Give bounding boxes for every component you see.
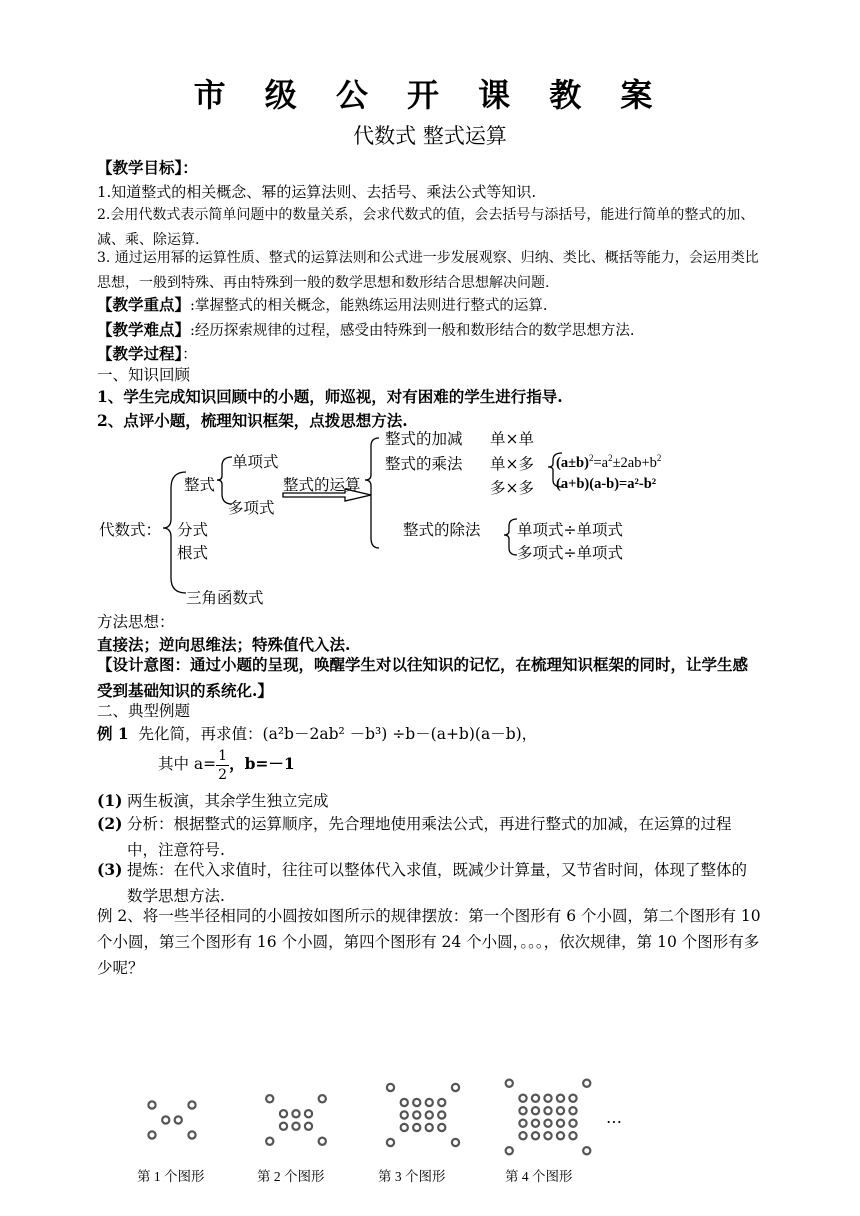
figure-2-circle — [305, 1110, 312, 1117]
key-label: 【教学重点】 — [97, 295, 191, 314]
formula1-part-c: ±2ab+b — [612, 454, 657, 471]
figure-caption-1: 第 1 个图形 — [137, 1169, 205, 1184]
figure-3-circle — [426, 1099, 433, 1106]
condition-suffix: ，b=－1 — [229, 754, 295, 773]
process-colon: ： — [182, 347, 197, 363]
figure-4-circle — [569, 1132, 576, 1139]
figure-4-circle — [557, 1107, 564, 1114]
goal-1: 1.知道整式的相关概念、幂的运算法则、去括号、乘法公式等知识. — [97, 183, 537, 201]
figure-4-circle — [506, 1147, 513, 1154]
figure-2-circle — [292, 1123, 299, 1130]
process-label: 【教学过程】 — [97, 344, 183, 363]
diagram-sanjiao: 三角函数式 — [186, 589, 264, 607]
diagram-genshi: 根式 — [177, 544, 209, 562]
figure-3-circle — [401, 1099, 408, 1106]
step1-number: (1) — [97, 791, 123, 810]
figure-4-circle — [532, 1132, 539, 1139]
diagram-chufa: 整式的除法 — [403, 521, 481, 539]
formula1-sup2: 2 — [608, 453, 613, 463]
formula1-part-b: =a — [593, 454, 609, 471]
figure-4-circle — [569, 1095, 576, 1102]
figure-4-circle — [532, 1107, 539, 1114]
figure-3-circle — [452, 1084, 459, 1091]
figure-1-circle — [175, 1116, 182, 1123]
method-heading: 方法思想： — [97, 613, 175, 631]
diagram-chengfa: 整式的乘法 — [385, 455, 463, 473]
figure-4-circle — [569, 1107, 576, 1114]
step3-number: (3) — [97, 860, 123, 879]
figure-3-circle — [387, 1139, 394, 1146]
formula1-sup3: 2 — [656, 453, 662, 463]
fraction-numerator: 1 — [218, 747, 228, 764]
figure-1-circle — [148, 1101, 155, 1108]
figure-1-circle — [188, 1101, 195, 1108]
figure-3-circle — [413, 1111, 420, 1118]
figure-4-circle — [519, 1107, 526, 1114]
goal-2: 2.会用代数式表示简单问题中的数量关系，会求代数式的值，会去括号与添括号，能进行简单的整式的加、减、乘、除运算. — [97, 207, 755, 248]
figures-ellipsis: … — [606, 1108, 622, 1127]
figure-3-circle — [438, 1124, 445, 1131]
figure-caption-2: 第 2 个图形 — [257, 1169, 325, 1184]
figure-4-circle — [544, 1120, 551, 1127]
figure-2-circle — [305, 1123, 312, 1130]
figure-4-circle — [506, 1080, 513, 1087]
method-text: 直接法；逆向思维法；特殊值代入法. — [97, 635, 351, 654]
condition-prefix: 其中 a= — [158, 755, 217, 773]
figure-1-circle — [148, 1131, 155, 1138]
diagram-dan-x-duo: 单×多 — [490, 455, 534, 473]
figure-1-circle — [162, 1116, 169, 1123]
diagram-fenshi: 分式 — [177, 521, 209, 539]
diagram-yunsuan: 整式的运算 — [283, 476, 361, 494]
figure-3-circle — [426, 1124, 433, 1131]
example1-label: 例 1 — [97, 724, 129, 743]
example2-text: 例 2、将一些半径相同的小圆按如图所示的规律摆放：第一个图形有 6 个小圆，第二个图形有 10 个小圆，第三个图形有 16 个小圆，第四个图形有 24 个小圆，。。。，依次规律，第 10 个图形有多少呢？ — [97, 907, 761, 977]
figure-2-circle — [280, 1123, 287, 1130]
figure-4-circle — [519, 1120, 526, 1127]
figure-3-circle — [387, 1084, 394, 1091]
design-intent: 【设计意图：通过小题的呈现，唤醒学生对以往知识的记忆，在梳理知识框架的同时，让学生感受到基础知识的系统化.】 — [97, 655, 749, 700]
figure-2-circle — [319, 1138, 326, 1145]
diagram-zhengshi: 整式 — [184, 476, 216, 494]
fraction-denominator: 2 — [218, 766, 228, 783]
formula1-sup1: 2 — [588, 453, 594, 463]
figure-3-circle — [401, 1111, 408, 1118]
difficult-text: :经历探索规律的过程，感受由特殊到一般和数形结合的数学思想方法. — [190, 323, 635, 339]
figure-3-circle — [401, 1124, 408, 1131]
figure-4-circle — [532, 1120, 539, 1127]
step2-text: 分析：根据整式的运算顺序，先合理地使用乘法公式，再进行整式的加减，在运算的过程中，注意符号. — [127, 815, 732, 859]
figure-4-circle — [544, 1107, 551, 1114]
figure-4-circle — [519, 1095, 526, 1102]
figure-caption-4: 第 4 个图形 — [505, 1169, 573, 1184]
key-text: :掌握整式的相关概念，能熟练运用法则进行整式的运算. — [190, 298, 548, 314]
figure-3-circle — [438, 1099, 445, 1106]
figure-4-circle — [557, 1120, 564, 1127]
diagram-formula-2: (a+b)(a-b)=a²-b² — [556, 476, 657, 492]
diagram-div2: 多项式÷单项式 — [517, 544, 623, 562]
goal-3: 3. 通过运用幂的运算性质、整式的运算法则和公式进一步发展观察、归纳、类比、概括等能力，会运用类比思想，一般到特殊、再由特殊到一般的数学思想和数形结合思想解决问题. — [97, 250, 759, 291]
figure-4-circle — [583, 1080, 590, 1087]
formula1-part-a: (a±b) — [556, 454, 589, 471]
goals-heading: 【教学目标】： — [97, 158, 198, 177]
figure-4-circle — [544, 1132, 551, 1139]
figure-3-circle — [426, 1111, 433, 1118]
difficult-label: 【教学难点】 — [97, 320, 191, 339]
figure-2-circle — [266, 1138, 273, 1145]
figure-3-circle — [413, 1124, 420, 1131]
section1-heading: 一、知识回顾 — [97, 366, 191, 384]
example1-text: 先化简，再求值：(a²b－2ab² －b³) ÷b－(a+b)(a－b)， — [138, 725, 538, 743]
page-subtitle: 代数式 整式运算 — [353, 124, 507, 148]
step1-text: 两生板演，其余学生独立完成 — [127, 792, 329, 810]
section1-line2: 2、点评小题，梳理知识框架，点拨思想方法. — [97, 411, 408, 430]
figure-4-circle — [532, 1095, 539, 1102]
figure-caption-3: 第 3 个图形 — [378, 1169, 446, 1184]
page-title: 市 级 公 开 课 教 案 — [193, 76, 667, 114]
figure-2-circle — [280, 1110, 287, 1117]
figure-4-circle — [544, 1095, 551, 1102]
diagram-duoxiang: 多项式 — [228, 499, 275, 517]
diagram-jiajian: 整式的加减 — [385, 430, 463, 448]
step2-number: (2) — [97, 814, 123, 833]
figure-4-circle — [519, 1132, 526, 1139]
figure-3-circle — [452, 1139, 459, 1146]
figure-4-circle — [557, 1132, 564, 1139]
figure-3-circle — [438, 1111, 445, 1118]
figure-2-circle — [319, 1095, 326, 1102]
diagram-danxiang: 单项式 — [232, 453, 279, 471]
figure-2-circle — [292, 1110, 299, 1117]
figure-4-circle — [569, 1120, 576, 1127]
figure-4-circle — [583, 1147, 590, 1154]
section1-line1: 1、学生完成知识回顾中的小题，师巡视，对有困难的学生进行指导. — [97, 387, 563, 406]
figure-1-circle — [188, 1131, 195, 1138]
step3-text: 提炼：在代入求值时，往往可以整体代入求值，既减少计算量，又节省时间，体现了整体的数学思想方法. — [127, 861, 748, 905]
diagram-duo-x-duo: 多×多 — [490, 479, 534, 497]
diagram-dan-x-dan: 单×单 — [490, 430, 534, 448]
figure-3-circle — [413, 1099, 420, 1106]
figure-2-circle — [266, 1095, 273, 1102]
figure-4-circle — [557, 1095, 564, 1102]
diagram-div1: 单项式÷单项式 — [517, 521, 623, 539]
diagram-root: 代数式： — [99, 521, 162, 539]
section2-heading: 二、典型例题 — [97, 702, 191, 720]
